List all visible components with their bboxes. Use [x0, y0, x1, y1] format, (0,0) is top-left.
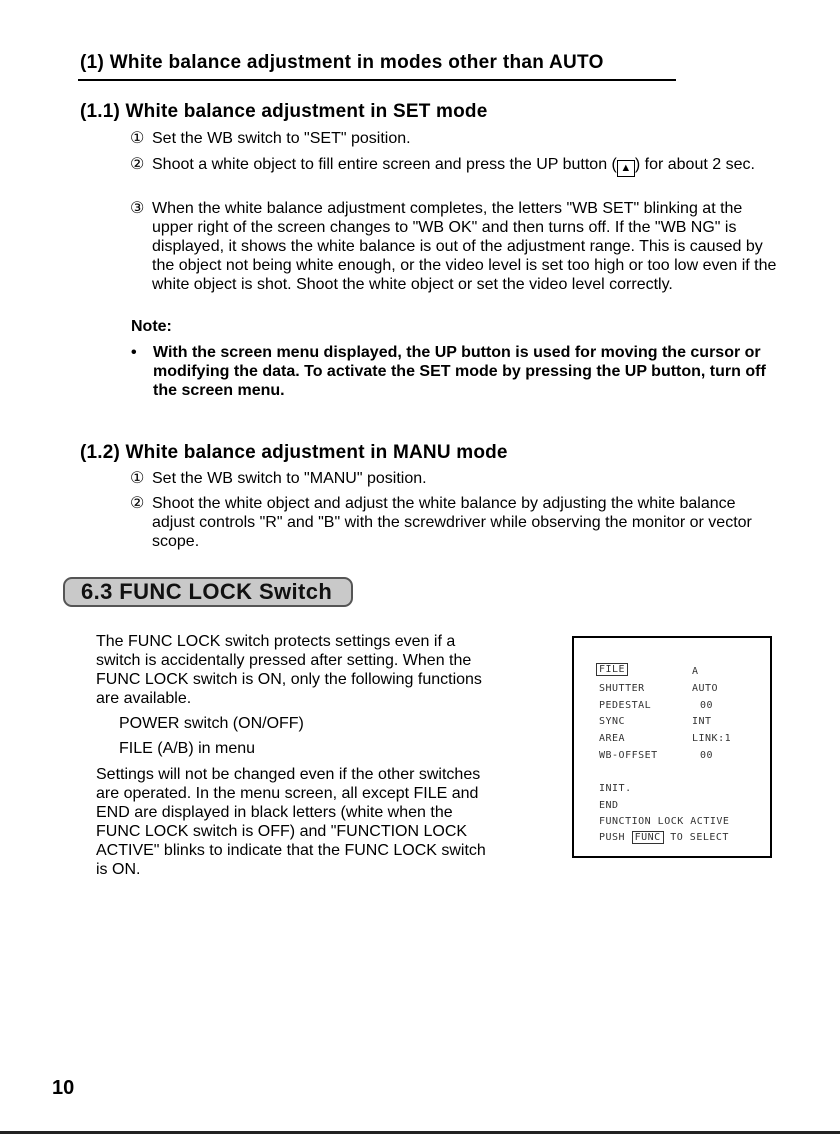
menu-push-hint: PUSH FUNC TO SELECT	[599, 832, 729, 843]
step-text: Set the WB switch to "SET" position.	[152, 130, 411, 147]
func-key: FUNC	[632, 831, 664, 844]
step-number: ③	[130, 200, 145, 217]
menu-lock-message: FUNCTION LOCK ACTIVE	[599, 816, 730, 827]
step-2	[130, 155, 780, 195]
step-text: Set the WB switch to "MANU" position.	[152, 470, 427, 487]
menu-value-sync: INT	[692, 716, 712, 727]
up-button-icon: ▲	[617, 160, 635, 177]
menu-label-wb-offset: WB-OFFSET	[599, 750, 658, 761]
menu-label-sync: SYNC	[599, 716, 626, 727]
subsection-title-manu-mode: (1.2) White balance adjustment in MANU mode	[80, 442, 508, 463]
menu-label-shutter: SHUTTER	[599, 683, 645, 694]
page-number: 10	[52, 1077, 75, 1099]
menu-value-area: LINK:1	[692, 733, 732, 744]
menu-label-file: FILE	[596, 664, 628, 675]
title-rule	[78, 79, 676, 81]
menu-init: INIT.	[599, 783, 632, 794]
note-text: With the screen menu displayed, the UP button is used for moving the cursor or modifying the data. To activate the SET mode by pressing the UP button, turn off the screen menu.	[153, 344, 766, 399]
menu-value-wb-offset: 00	[700, 750, 714, 761]
menu-screen-illustration	[572, 636, 772, 858]
note-bullet: •	[131, 344, 137, 361]
menu-value-pedestal: 00	[700, 700, 714, 711]
step-number: ①	[130, 130, 145, 147]
step-text: Shoot a white object to fill entire screen and press the UP button ( ▲ ) for about 2 sec.	[152, 155, 780, 177]
func-lock-description: The FUNC LOCK switch protects settings even if a switch is accidentally pressed after setting. When the FUNC LOCK switch is ON, only the following functions are available.	[96, 633, 482, 707]
step-number: ②	[130, 495, 145, 512]
step-number: ②	[130, 156, 145, 173]
subsection-title-set-mode: (1.1) White balance adjustment in SET mode	[80, 101, 488, 122]
note-label: Note:	[131, 318, 172, 335]
step-number: ①	[130, 470, 145, 487]
menu-end: END	[599, 800, 619, 811]
available-function-2: FILE (A/B) in menu	[119, 740, 256, 757]
section-title: (1) White balance adjustment in modes other than AUTO	[80, 52, 604, 73]
step-3	[130, 199, 780, 315]
step-2	[130, 494, 780, 554]
step-text: When the white balance adjustment completes, the letters "WB SET" blinking at the upper right of the screen changes to "WB OK" and then turns off. If the "WB NG" is displayed, it shows the white balance is out of the adjustment range. This is caused by the object not being white enough, or the video level is set too high or too low even if the white object is shot. Shoot the white object or set the video level correctly.	[152, 200, 777, 293]
section-badge: 6.3 FUNC LOCK Switch	[63, 577, 353, 607]
step-text: Shoot the white object and adjust the white balance by adjusting the white balance adjust controls "R" and "B" with the screwdriver while observing the monitor or vector scope.	[152, 495, 752, 550]
available-function-1: POWER switch (ON/OFF)	[119, 715, 304, 732]
menu-value-file: A	[692, 666, 699, 677]
menu-value-shutter: AUTO	[692, 683, 719, 694]
func-lock-behaviour: Settings will not be changed even if the other switches are operated. In the menu screen, all except FILE and END are displayed in black letters (white when the FUNC LOCK switch is OFF) and "FUNCTION LOCK ACTIVE" blinks to indicate that the FUNC LOCK switch is ON.	[96, 766, 486, 878]
menu-label-pedestal: PEDESTAL	[599, 700, 652, 711]
menu-label-area: AREA	[599, 733, 626, 744]
